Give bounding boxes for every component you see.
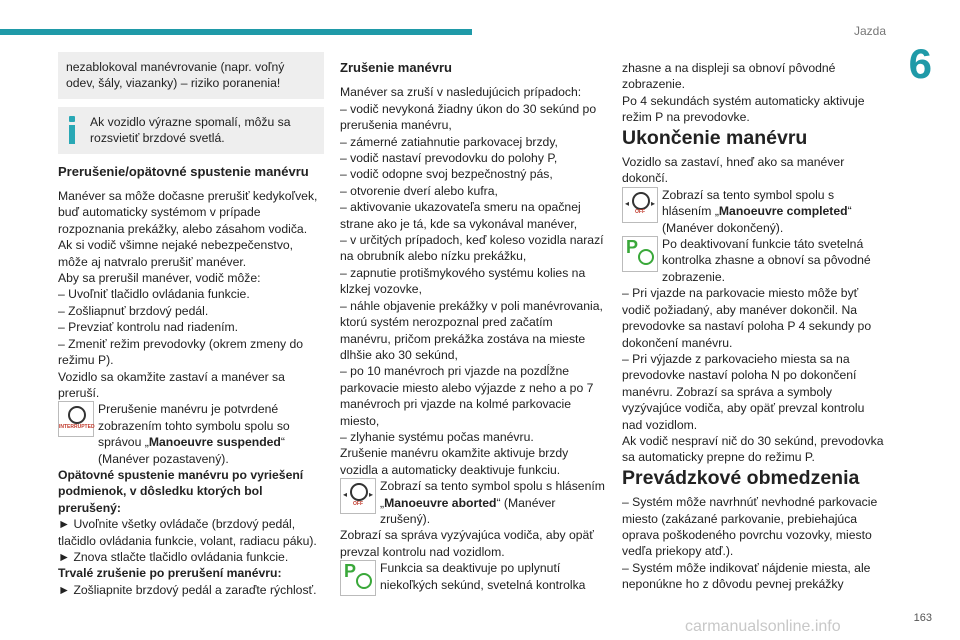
- list-item: – zlyhanie systému počas manévru.: [340, 429, 534, 444]
- section-heading: Zrušenie manévru: [340, 60, 452, 75]
- list-item: – Prevziať kontrolu nad riadením.: [58, 320, 239, 335]
- paragraph: Zrušenie manévru okamžite aktivuje brzdy vozidla a automaticky deaktivuje funkciu.: [340, 446, 569, 477]
- symbol-text: Funkcia sa deaktivuje po uplynutí niekoľkých sekúnd, svetelná kontrolka: [380, 561, 586, 592]
- section-heading: Prevádzkové obmedzenia: [622, 466, 860, 489]
- park-assist-green-icon: P: [340, 560, 376, 596]
- message-name: Manoeuvre completed: [718, 204, 848, 219]
- paragraph: Vozidlo sa okamžite zastaví a manéver sa preruší.: [58, 369, 285, 400]
- list-item: – Pri výjazde z parkovacieho miesta sa na prevodovke nastaví poloha N po dokončení manévru. Zobrazí sa správa a symboly vyzývajúce vodiča, aby opäť prevzal kontrolu nad vozidlom.: [622, 351, 865, 432]
- list-item: – Uvoľniť tlačidlo ovládania funkcie.: [58, 287, 250, 302]
- paragraph: Po 4 sekundách systém automaticky aktivuje režim P na prevodovke.: [622, 93, 865, 125]
- message-name: Manoeuvre suspended: [148, 435, 281, 450]
- list-item: – Systém môže navrhnúť nevhodné parkovacie miesto (zakázané parkovanie, prebiehajúca oprava poškodeného povrchu vozovky, miesto vedľa priekopy atď.).: [622, 495, 878, 559]
- chapter-number: 6: [908, 40, 932, 87]
- list-item: – v určitých prípadoch, keď koleso vozidla narazí na obrubník alebo nízku prekážku,: [340, 233, 604, 264]
- list-item: – vodič odopne svoj bezpečnostný pás,: [340, 167, 553, 182]
- info-icon: [66, 116, 80, 146]
- symbol-text: Zobrazí sa tento symbol spolu s hlásením „Manoeuvre aborted“ (Manéver zrušený).: [380, 479, 605, 526]
- paragraph: Manéver sa môže dočasne prerušiť kedykoľvek, buď automaticky systémom v prípade rozpoznania prekážky, alebo zásahom vodiča.: [58, 189, 318, 236]
- list-item: – Zmeniť režim prevodovky (okrem zmeny do režimu P).: [58, 336, 304, 368]
- symbol-row: [622, 187, 884, 236]
- list-item: – otvorenie dverí alebo kufra,: [340, 183, 498, 198]
- list-item: – vodič nastaví prevodovku do polohy P,: [340, 151, 558, 166]
- paragraph: Zobrazí sa správa vyzývajúca vodiča, aby opäť prevzal kontrolu nad vozidlom.: [340, 528, 594, 559]
- paragraph: Aby sa prerušil manéver, vodič môže:: [58, 271, 261, 286]
- chapter-color-bar: [0, 29, 472, 35]
- list-item: – zapnutie protišmykového systému kolies na klzkej vozovke,: [340, 265, 586, 297]
- parking-off-icon: ◂ ▸ OFF: [340, 478, 376, 514]
- symbol-text: Prerušenie manévru je potvrdené zobrazením tohto symbolu spolu so správou „Manoeuvre suspended“ (Manéver pozastavený).: [98, 402, 290, 466]
- watermark: carmanualsonline.info: [685, 618, 841, 635]
- symbol-row: [340, 560, 606, 596]
- symbol-row: [622, 236, 884, 285]
- list-item: – Systém môže indikovať nájdenie miesta, ale neponúkne ho z dôvodu pevnej prekážky: [622, 560, 871, 592]
- symbol-text: Zobrazí sa tento symbol spolu s hlásením „Manoeuvre completed“ (Manéver dokončený).: [662, 187, 852, 235]
- list-item: ► Znova stlačte tlačidlo ovládania funkcie.: [58, 549, 289, 564]
- column-2: [340, 52, 606, 596]
- warning-box: [58, 52, 324, 99]
- paragraph: Ak si vodič všimne nejaké nebezpečenstvo, môže aj natvralo prerušiť manéver.: [58, 238, 294, 269]
- paragraph: Vozidlo sa zastaví, hneď ako sa manéver dokončí.: [622, 155, 845, 186]
- list-item: – zámerné zatiahnutie parkovacej brzdy,: [340, 134, 558, 149]
- list-item: – vodič nevykoná žiadny úkon do 30 sekúnd po prerušenia manévru,: [340, 101, 597, 133]
- list-item: ► Uvoľnite všetky ovládače (brzdový pedál, tlačidlo ovládania funkcie, volant, radiacu páku).: [58, 517, 317, 548]
- info-box: [58, 107, 324, 154]
- symbol-text: Po deaktivovaní funkcie táto svetelná kontrolka zhasne a obnoví sa pôvodné zobrazenie.: [662, 237, 871, 284]
- restart-heading: Opätovné spustenie manévru po vyriešení podmienok, v dôsledku ktorých bol prerušený:: [58, 467, 304, 515]
- column-1: [58, 52, 324, 598]
- section-heading: Ukončenie manévru: [622, 126, 808, 149]
- parking-interrupted-icon: INTERRUPTED: [58, 401, 94, 437]
- paragraph: Manéver sa zruší v nasledujúcich prípadoch:: [340, 85, 582, 100]
- list-item: – po 10 manévroch pri vjazde na pozdĺžne parkovacie miesto alebo výjazde z neho a po 7 manévroch pri vjazde na kolmé parkovacie miesto,: [340, 364, 594, 428]
- paragraph: Ak vodič nespraví nič do 30 sekúnd, prevodovka sa automaticky prepne do režimu P.: [622, 433, 884, 465]
- list-item: – náhle objavenie prekážky v poli manévrovania, ktorú systém nerozpoznal pred začatím manévru, pričom prekážka zostáva na mieste dlhšie ako 30 sekúnd,: [340, 298, 603, 362]
- column-3: [622, 52, 884, 593]
- symbol-row: [58, 401, 324, 467]
- list-item: ► Zošliapnite brzdový pedál a zaraďte rýchlosť.: [58, 582, 317, 597]
- list-item: – Pri vjazde na parkovacie miesto môže byť vodič požiadaný, aby manéver dokončil. Na prevodovke sa nastaví poloha P 4 sekundy po dokončení manévru.: [622, 286, 872, 350]
- section-title: Jazda: [853, 24, 886, 38]
- page-number: 163: [913, 612, 932, 624]
- section-heading: Prerušenie/opätovné spustenie manévru: [58, 163, 309, 179]
- message-name: Manoeuvre aborted: [384, 495, 497, 510]
- final-heading: Trvalé zrušenie po prerušení manévru:: [58, 566, 282, 581]
- paragraph: zhasne a na displeji sa obnoví pôvodné zobrazenie.: [622, 61, 836, 92]
- parking-off-icon: ◂ ▸ OFF: [622, 187, 658, 223]
- list-item: – Zošliapnuť brzdový pedál.: [58, 303, 209, 318]
- symbol-row: [340, 478, 606, 527]
- park-assist-green-icon: P: [622, 236, 658, 272]
- list-item: – aktivovanie ukazovateľa smeru na opačnej strane ako je tá, kde sa vykonával manéver,: [340, 200, 581, 231]
- warning-text: nezablokoval manévrovanie (napr. voľný odev, šály, viazanky) – riziko poranenia!: [66, 60, 285, 91]
- info-text: Ak vozidlo výrazne spomalí, môžu sa rozsvietiť brzdové svetlá.: [90, 114, 291, 146]
